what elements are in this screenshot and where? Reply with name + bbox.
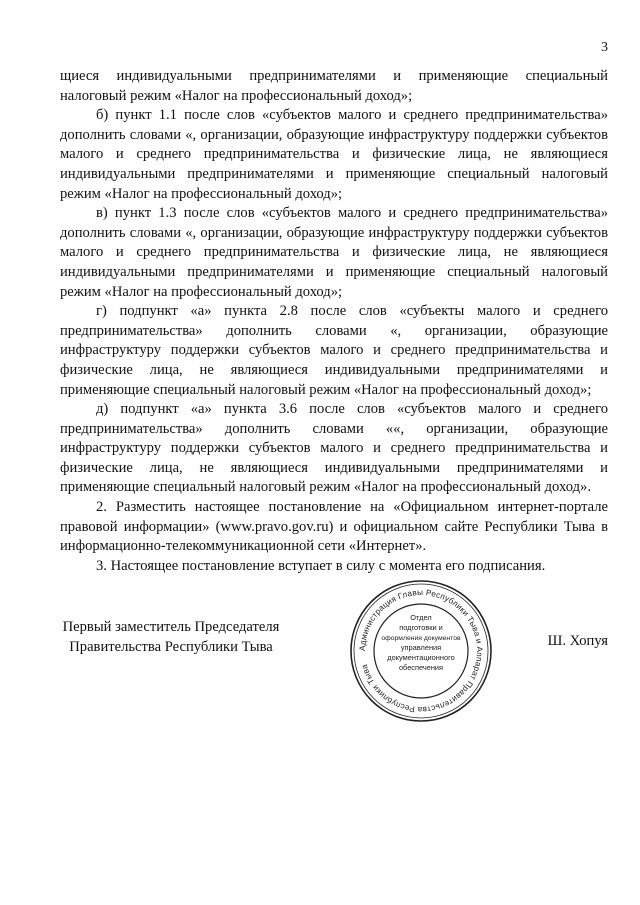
stamp-center-line-4: управления xyxy=(400,643,442,652)
stamp-center-line-2: подготовки и xyxy=(399,623,443,632)
stamp-center-line-6: обеспечения xyxy=(398,663,444,672)
page-number: 3 xyxy=(601,40,608,55)
paragraph-3: 3. Настоящее постановление вступает в силу с момента его подписания. xyxy=(96,557,546,574)
stamp-seal-icon xyxy=(348,578,494,724)
paragraph-continuation: щиеся индивидуальными предпринимателями и применяющие специальный налоговый режим «Налог на профессиональный доход»; xyxy=(60,68,608,104)
stamp-ring-text: Администрация Главы Республики Тыва и Аппарат Правительства Республики Тыва xyxy=(357,587,485,715)
stamp-center-line-1: Отдел xyxy=(410,613,432,622)
signatory-position-line2: Правительства Республики Тыва xyxy=(69,639,273,655)
stamp-center-line-5: документационного xyxy=(387,653,455,662)
stamp-center-line-3: оформления документов xyxy=(381,635,461,642)
paragraph-d: д) подпункт «а» пункта 3.6 после слов «субъектов малого и среднего предпринимательства» дополнить словами ««, организации, образующие инфраструктуру поддержки субъектов малого и среднего предпринимательства и физические лица, не являющиеся индивидуальными предпринимателями и применяющие специальный налоговый режим «Налог на профессиональный доход». xyxy=(60,401,608,496)
document-body xyxy=(60,67,608,576)
paragraph-v: в) пункт 1.3 после слов «субъектов малого и среднего предпринимательства» дополнить словами «, организации, образующие инфраструктуру поддержки субъектов малого и среднего предпринимательства и физические лица, не являющиеся индивидуальными предпринимателями и применяющие специальный налоговый режим «Налог на профессиональный доход»; xyxy=(60,205,608,300)
paragraph-b: б) пункт 1.1 после слов «субъектов малого и среднего предпринимательства» дополнить словами «, организации, образующие инфраструктуру поддержки субъектов малого и среднего предпринимательства и физические лица, не являющиеся индивидуальными предпринимателями и применяющие специальный налоговый режим «Налог на профессиональный доход»; xyxy=(60,107,608,202)
official-stamp xyxy=(348,578,494,724)
signatory-position xyxy=(60,617,282,657)
signatory-position-line1: Первый заместитель Председателя xyxy=(62,619,280,635)
paragraph-g: г) подпункт «а» пункта 2.8 после слов «субъекты малого и среднего предпринимательства» дополнить словами «, организации, образующие инфраструктуру поддержки субъектов малого и среднего предпринимательства и физические лица, не являющиеся индивидуальными предпринимателями и применяющие специальный налоговый режим «Налог на профессиональный доход»; xyxy=(60,303,608,398)
signatory-name: Ш. Хопуя xyxy=(547,633,608,649)
paragraph-2: 2. Разместить настоящее постановление на «Официальном интернет-портале правовой информации» (www.pravo.gov.ru) и официальном сайте Республики Тыва в информационно-телекоммуникационной сети «Интернет». xyxy=(60,499,608,555)
